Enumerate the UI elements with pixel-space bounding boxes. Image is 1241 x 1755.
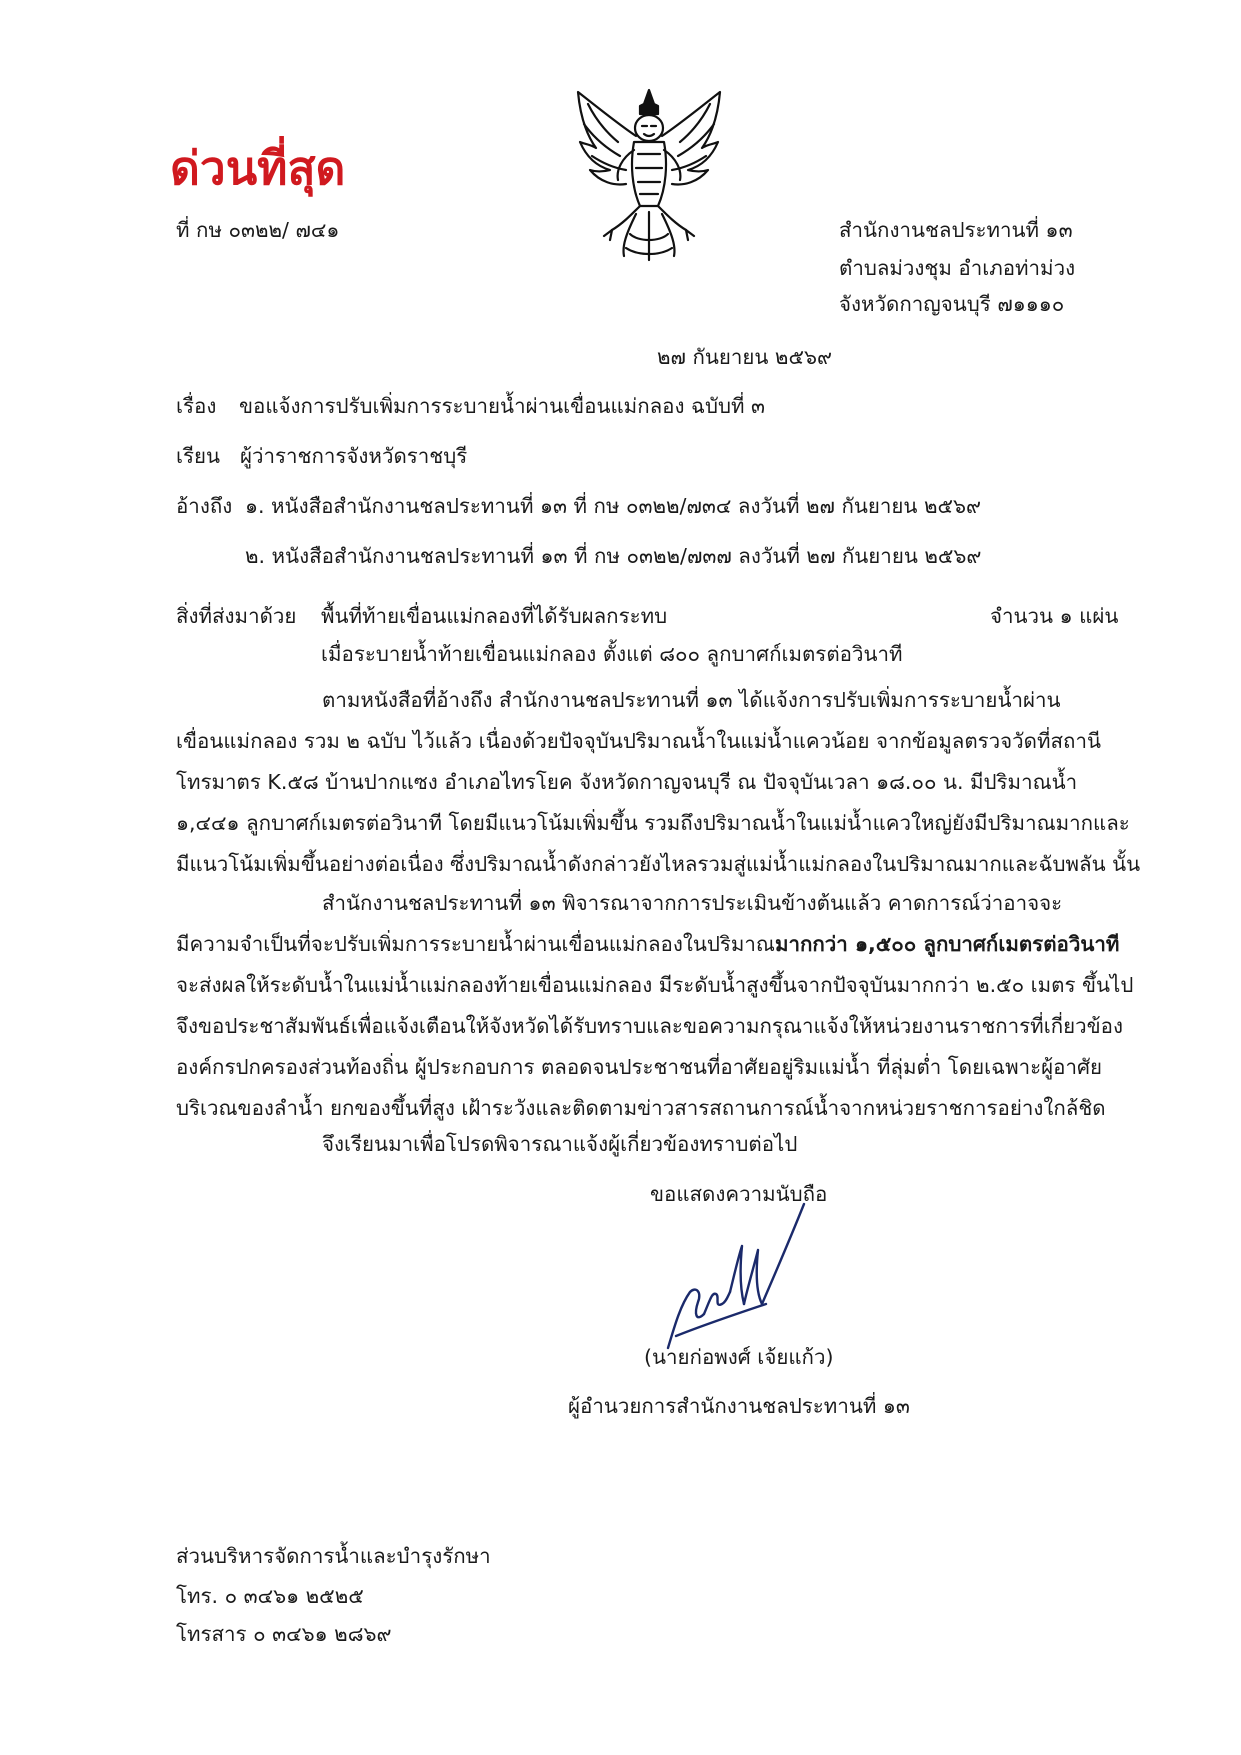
enclosure-line-1: พื้นที่ท้ายเขื่อนแม่กลองที่ได้รับผลกระทบ xyxy=(321,604,668,628)
paragraph-line: เขื่อนแม่กลอง รวม ๒ ฉบับ ไว้แล้ว เนื่องด้วยปัจจุบันปริมาณน้ำในแม่น้ำแควน้อย จากข้อมูลตรวจวัดที่สถานี xyxy=(176,729,1101,753)
closing-paragraph: จึงเรียนมาเพื่อโปรดพิจารณาแจ้งผู้เกี่ยวข้องทราบต่อไป xyxy=(322,1132,798,1156)
signatory-name: (นายก่อพงศ์ เจ้ยแก้ว) xyxy=(644,1345,834,1369)
signatory-position: ผู้อำนวยการสำนักงานชลประทานที่ ๑๓ xyxy=(568,1394,910,1418)
paragraph-line: ๑,๔๔๑ ลูกบาศก์เมตรต่อวินาที โดยมีแนวโน้มเพิ่มขึ้น รวมถึงปริมาณน้ำในแม่น้ำแควใหญ่ยังมีปริมาณมากและ xyxy=(176,811,1130,835)
footer-fax: โทรสาร ๐ ๓๔๖๑ ๒๘๖๙ xyxy=(176,1622,392,1646)
closing-salutation: ขอแสดงความนับถือ xyxy=(650,1182,828,1206)
enclosure-label: สิ่งที่ส่งมาด้วย xyxy=(176,604,297,628)
footer-telephone: โทร. ๐ ๓๔๖๑ ๒๕๒๕ xyxy=(176,1584,364,1608)
paragraph-line: สำนักงานชลประทานที่ ๑๓ พิจารณาจากการประเมินข้างต้นแล้ว คาดการณ์ว่าอาจจะ xyxy=(322,891,1063,915)
org-address-line-3: จังหวัดกาญจนบุรี ๗๑๑๑๐ xyxy=(839,292,1065,316)
subject-label: เรื่อง xyxy=(176,394,217,418)
recipient-text: ผู้ว่าราชการจังหวัดราชบุรี xyxy=(240,444,468,468)
reference-item-2: ๒. หนังสือสำนักงานชลประทานที่ ๑๓ ที่ กษ ๐๓๒๒/๗๓๗ ลงวันที่ ๒๗ กันยายน ๒๕๖๙ xyxy=(245,544,982,568)
footer-department: ส่วนบริหารจัดการน้ำและบำรุงรักษา xyxy=(176,1544,491,1568)
signature-image xyxy=(656,1196,856,1356)
paragraph-line: โทรมาตร K.๕๘ บ้านปากแซง อำเภอไทรโยค จังหวัดกาญจนบุรี ณ ปัจจุบันเวลา ๑๘.๐๐ น. มีปริมาณน้ำ xyxy=(176,770,1078,794)
paragraph-line: ตามหนังสือที่อ้างถึง สำนักงานชลประทานที่ ๑๓ ได้แจ้งการปรับเพิ่มการระบายน้ำผ่าน xyxy=(322,688,1061,712)
recipient-label: เรียน xyxy=(176,444,221,468)
urgency-heading: ด่วนที่สุด xyxy=(170,141,346,195)
reference-item-1: ๑. หนังสือสำนักงานชลประทานที่ ๑๓ ที่ กษ ๐๓๒๒/๗๓๔ ลงวันที่ ๒๗ กันยายน ๒๕๖๙ xyxy=(245,494,982,518)
subject-text: ขอแจ้งการปรับเพิ่มการระบายน้ำผ่านเขื่อนแม่กลอง ฉบับที่ ๓ xyxy=(239,394,766,418)
paragraph-line: จึงขอประชาสัมพันธ์เพื่อแจ้งเตือนให้จังหวัดได้รับทราบและขอความกรุณาแจ้งให้หน่วยงานราชการที่เกี่ยวข้อง xyxy=(176,1014,1123,1038)
paragraph-line: บริเวณของลำน้ำ ยกของขึ้นที่สูง เฝ้าระวังและติดตามข่าวสารสถานการณ์น้ำจากหน่วยราชการอย่างใกล้ชิด xyxy=(176,1096,1106,1120)
org-address-line-2: ตำบลม่วงชุม อำเภอท่าม่วง xyxy=(839,256,1076,280)
reference-label: อ้างถึง xyxy=(176,494,233,518)
garuda-emblem-icon xyxy=(566,84,732,262)
enclosure-quantity: จำนวน ๑ แผ่น xyxy=(990,604,1119,628)
paragraph-line xyxy=(176,924,1122,965)
enclosure-line-2: เมื่อระบายน้ำท้ายเขื่อนแม่กลอง ตั้งแต่ ๘๐๐ ลูกบาศก์เมตรต่อวินาที xyxy=(321,642,903,666)
highlighted-discharge: มากกว่า ๑,๕๐๐ ลูกบาศก์เมตรต่อวินาที xyxy=(774,932,1120,956)
paragraph-line: มีแนวโน้มเพิ่มขึ้นอย่างต่อเนื่อง ซึ่งปริมาณน้ำดังกล่าวยังไหลรวมสู่แม่น้ำแม่กลองในปริมาณมากและฉับพลัน นั้น xyxy=(176,852,1141,876)
body-paragraph-2 xyxy=(176,883,1134,1129)
paragraph-text: มีความจำเป็นที่จะปรับเพิ่มการระบายน้ำผ่านเขื่อนแม่กลองในปริมาณ xyxy=(176,932,775,956)
body-paragraph-1 xyxy=(176,680,1141,885)
paragraph-line: องค์กรปกครองส่วนท้องถิ่น ผู้ประกอบการ ตลอดจนประชาชนที่อาศัยอยู่ริมแม่น้ำ ที่ลุ่มต่ำ โดยเฉพาะผู้อาศัย xyxy=(176,1055,1102,1079)
document-date: ๒๗ กันยายน ๒๕๖๙ xyxy=(657,345,832,369)
paragraph-line: จะส่งผลให้ระดับน้ำในแม่น้ำแม่กลองท้ายเขื่อนแม่กลอง มีระดับน้ำสูงขึ้นจากปัจจุบันมากกว่า ๒.๕๐ เมตร ขึ้นไป xyxy=(176,973,1134,997)
org-address-line-1: สำนักงานชลประทานที่ ๑๓ xyxy=(839,218,1073,242)
document-number: ที่ กษ ๐๓๒๒/ ๗๔๑ xyxy=(176,218,340,242)
